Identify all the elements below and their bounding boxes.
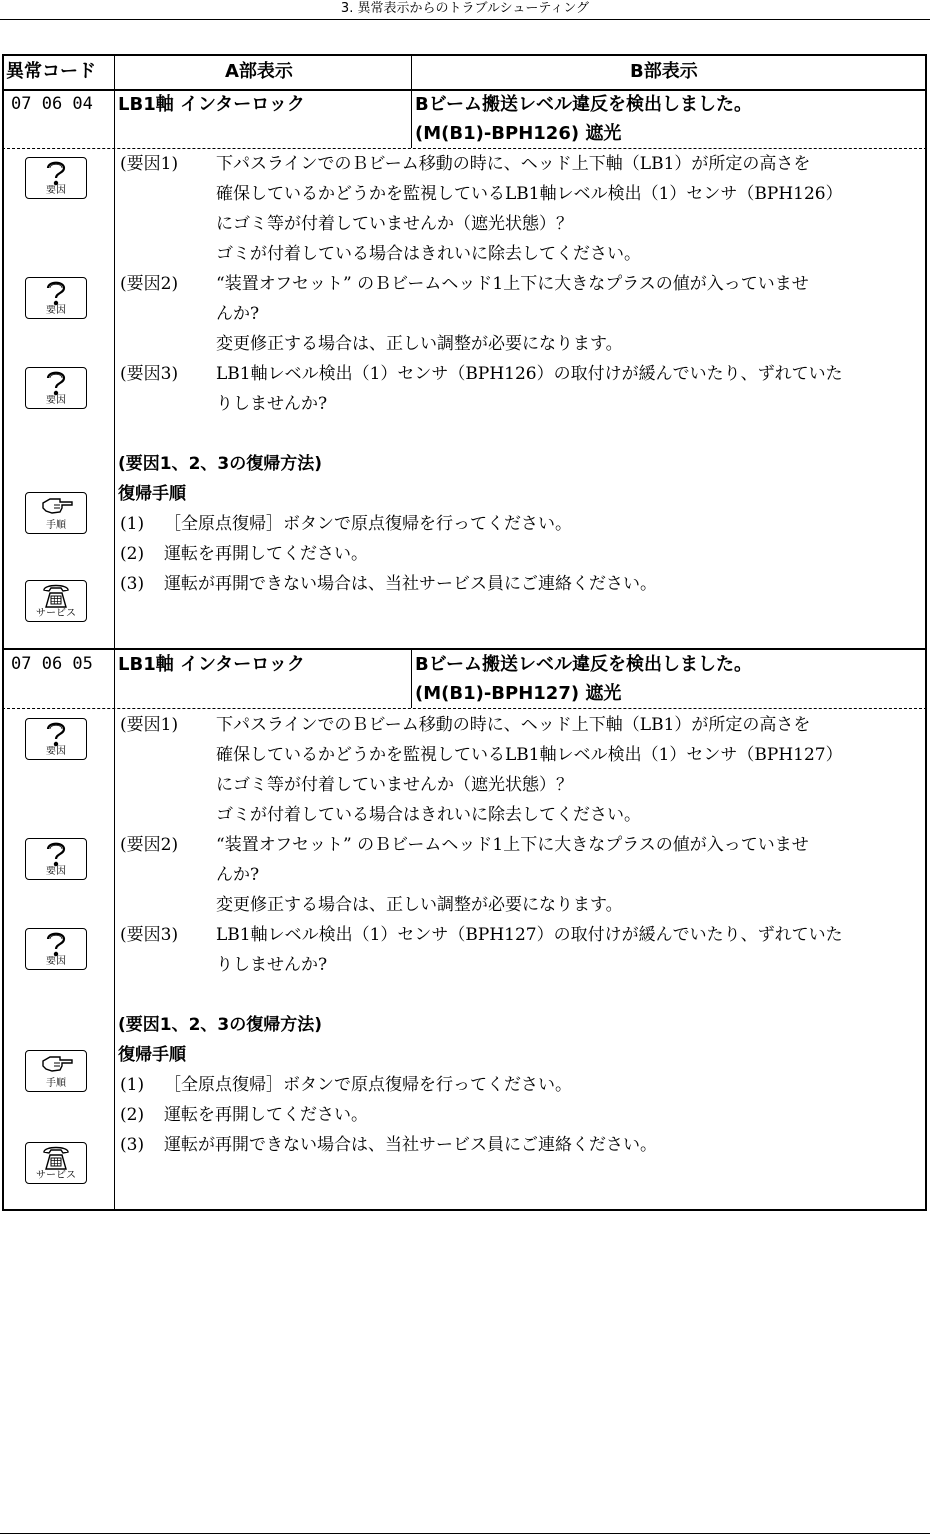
cause-icon-label: 要因 [46,395,66,406]
cause-icon-label: 要因 [46,956,66,967]
cause-3-line: りしませんか? [216,394,328,414]
service-icon-label: サービス [36,1170,76,1181]
cause-1-line: 下パスラインでのＢビーム移動の時に、ヘッド上下軸（LB1）が所定の高さを [216,154,811,174]
procedure-heading: 復帰手順 [118,484,186,504]
cause-1-line: ゴミが付着している場合はきれいに除去してください。 [216,805,641,825]
entry-b-line1: Bビーム搬送レベル違反を検出しました。 [415,654,752,675]
recovery-heading: (要因1、2、3の復帰方法) [118,454,323,474]
cause-2-line: んか? [216,304,260,324]
entry-dashed-rule [2,708,927,709]
cause-2-line: 変更修正する場合は、正しい調整が必要になります。 [216,334,623,354]
cause-3-line: りしませんか? [216,955,328,975]
cause-2-line: “装置オフセット” のＢビームヘッド1上下に大きなプラスの値が入っていませ [216,835,809,855]
step-num: (1) [120,514,145,534]
entry-a-display: LB1軸 インターロック [118,94,305,115]
step-num: (2) [120,1105,145,1125]
cause-1-label: (要因1) [120,715,179,735]
service-icon-label: サービス [36,608,76,619]
step-text: 運転を再開してください。 [164,544,368,564]
cause-1-line: にゴミ等が付着していませんか（遮光状態）？ [216,214,573,234]
entry-b-line2: (M(B1)-BPH127) 遮光 [415,683,622,704]
recovery-heading: (要因1、2、3の復帰方法) [118,1015,323,1035]
procedure-heading: 復帰手順 [118,1045,186,1065]
cause-icon-label: 要因 [46,185,66,196]
step-num: (3) [120,574,145,594]
cause-icon-label: 要因 [46,305,66,316]
cause-1-line: にゴミ等が付着していませんか（遮光状態）？ [216,775,573,795]
cause-icon [25,928,87,970]
procedure-icon-label: 手順 [46,520,66,531]
col-header-a: A部表示 [225,61,293,82]
cause-2-line: んか? [216,865,260,885]
cause-2-label: (要因2) [120,274,179,294]
col-divider-ab [411,90,412,148]
col-header-code: 異常コード [6,61,96,82]
step-text: ［全原点復帰］ボタンで原点復帰を行ってください。 [164,514,572,534]
cause-3-line: LB1軸レベル検出（1）センサ（BPH126）の取付けが緩んでいたり、ずれていた [216,364,843,384]
step-num: (3) [120,1135,145,1155]
cause-3-label: (要因3) [120,364,179,384]
footer-rule [0,1533,930,1534]
step-num: (2) [120,544,145,564]
cause-3-label: (要因3) [120,925,179,945]
cause-icon [25,277,87,319]
step-text: 運転を再開してください。 [164,1105,368,1125]
procedure-icon-label: 手順 [46,1078,66,1089]
entry-code: 07 06 04 [11,94,93,114]
cause-icon-label: 要因 [46,866,66,877]
cause-icon [25,838,87,880]
entry-b-line1: Bビーム搬送レベル違反を検出しました。 [415,94,752,115]
entry-code: 07 06 05 [11,654,93,674]
cause-icon [25,718,87,760]
header-rule [0,19,930,20]
cause-1-label: (要因1) [120,154,179,174]
step-num: (1) [120,1075,145,1095]
col-divider-ab-header [411,54,412,90]
step-text: 運転が再開できない場合は、当社サービス員にご連絡ください。 [164,574,657,594]
col-header-b: B部表示 [630,61,698,82]
cause-3-line: LB1軸レベル検出（1）センサ（BPH127）の取付けが緩んでいたり、ずれていた [216,925,843,945]
entry-b-line2: (M(B1)-BPH126) 遮光 [415,123,622,144]
cause-1-line: 確保しているかどうかを監視しているLB1軸レベル検出（1）センサ（BPH127） [216,745,843,765]
cause-icon [25,367,87,409]
procedure-icon [25,492,87,534]
step-text: 運転が再開できない場合は、当社サービス員にご連絡ください。 [164,1135,657,1155]
step-text: ［全原点復帰］ボタンで原点復帰を行ってください。 [164,1075,572,1095]
service-phone-icon [25,1142,87,1184]
cause-2-line: 変更修正する場合は、正しい調整が必要になります。 [216,895,623,915]
cause-icon [25,157,87,199]
cause-1-line: 下パスラインでのＢビーム移動の時に、ヘッド上下軸（LB1）が所定の高さを [216,715,811,735]
service-phone-icon [25,580,87,622]
col-divider-code [114,54,115,1211]
cause-2-line: “装置オフセット” のＢビームヘッド1上下に大きなプラスの値が入っていませ [216,274,809,294]
page-header: 3. 異常表示からのトラブルシューティング [340,1,590,16]
cause-1-line: 確保しているかどうかを監視しているLB1軸レベル検出（1）センサ（BPH126） [216,184,843,204]
cause-1-line: ゴミが付着している場合はきれいに除去してください。 [216,244,641,264]
entry-a-display: LB1軸 インターロック [118,654,305,675]
cause-2-label: (要因2) [120,835,179,855]
col-divider-ab [411,650,412,708]
entry-dashed-rule [2,148,927,149]
procedure-icon [25,1050,87,1092]
cause-icon-label: 要因 [46,746,66,757]
